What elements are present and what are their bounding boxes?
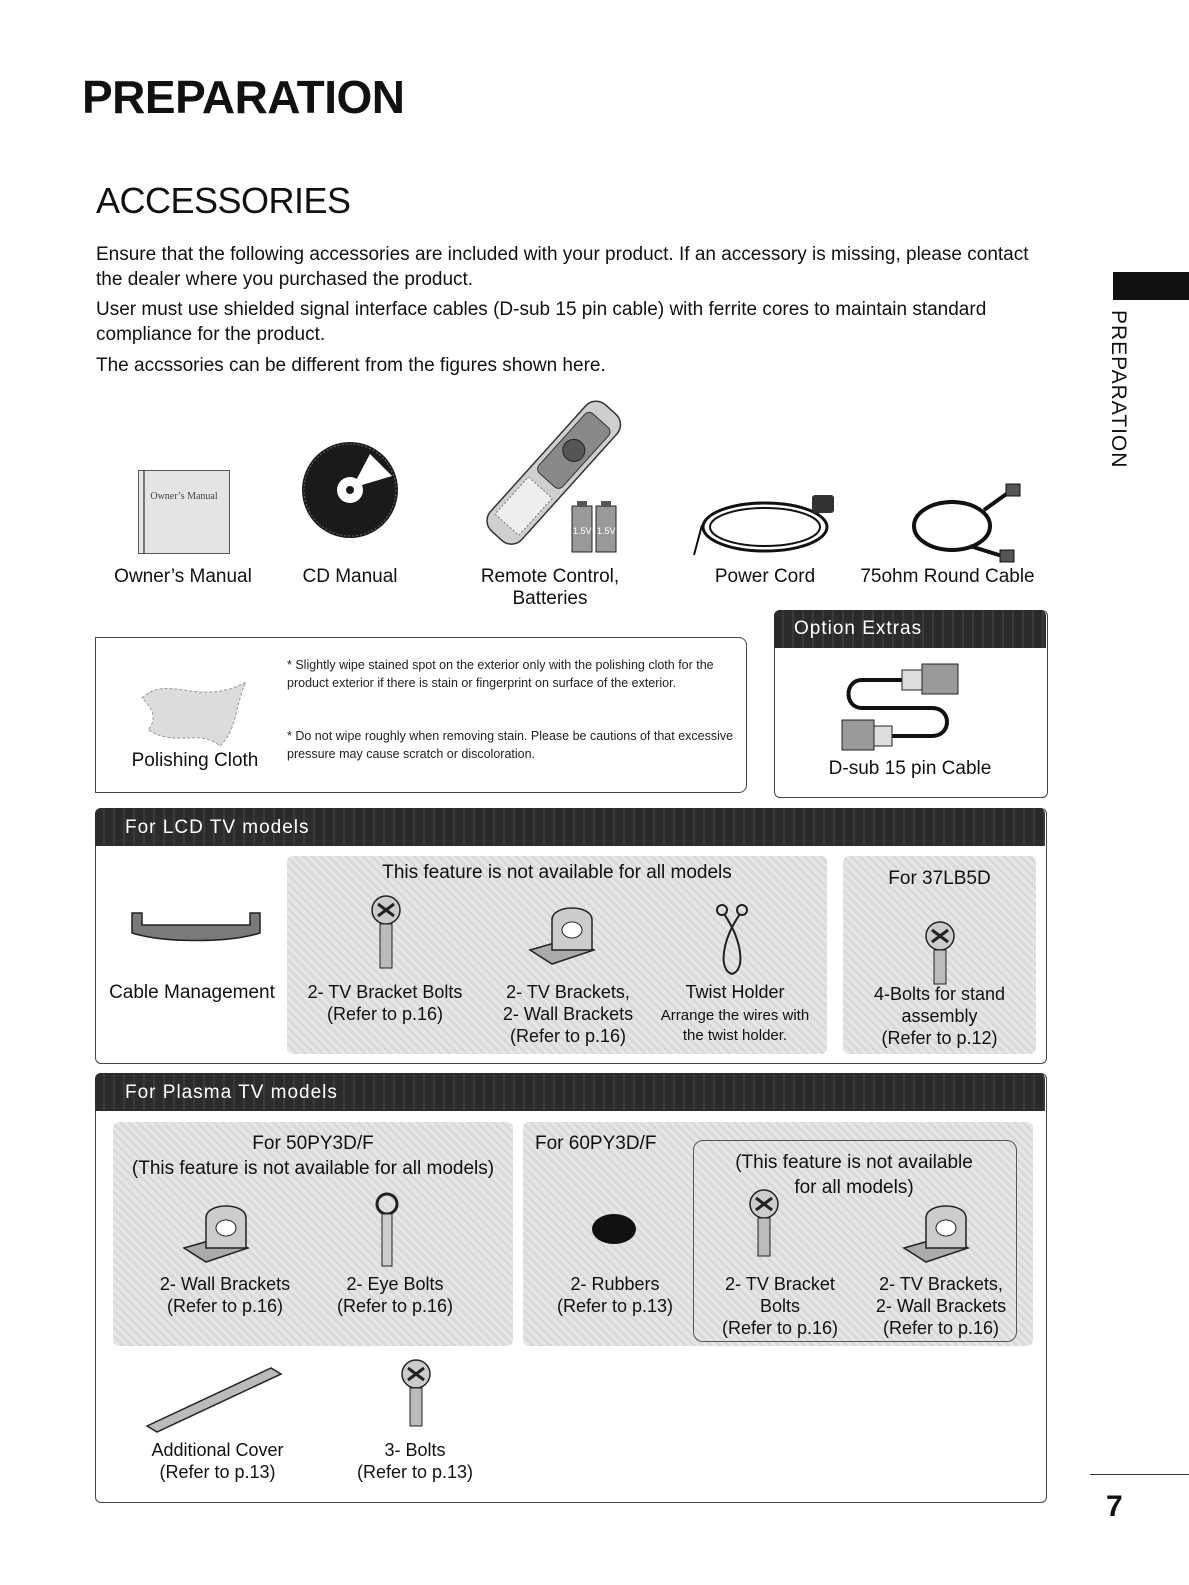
plasma-tv-brackets-label: 2- TV Brackets, bbox=[879, 1274, 1003, 1294]
polishing-note-1: * Slightly wipe stained spot on the exterior only with the polishing cloth for the product exterior if there is stain or fingerprint on surface of the exterior. bbox=[287, 658, 714, 690]
power-cord-label: Power Cord bbox=[714, 566, 816, 587]
battery-label-2: 1.5V bbox=[597, 526, 616, 536]
side-tab-label: PREPARATION bbox=[1107, 310, 1130, 469]
plasma-60-note-2: for all models) bbox=[794, 1177, 914, 1198]
polishing-cloth-label: Polishing Cloth bbox=[131, 750, 259, 771]
plasma-tv-bracket-icon bbox=[896, 1198, 976, 1268]
eye-bolts-ref: (Refer to p.16) bbox=[336, 1296, 454, 1316]
cable-management-label: Cable Management bbox=[109, 982, 275, 1003]
stand-bolts-assembly: assembly bbox=[901, 1006, 978, 1026]
cd-manual-label: CD Manual bbox=[302, 566, 398, 587]
lcd-brackets-ref: (Refer to p.16) bbox=[509, 1026, 627, 1046]
lcd-header: For LCD TV models bbox=[125, 817, 310, 838]
intro-paragraph-1: Ensure that the following accessories are included with your product. If an accessory is missing, please contact the dealer where you purchased the product. bbox=[96, 244, 1029, 290]
plasma-60-title: For 60PY3D/F bbox=[535, 1133, 657, 1154]
wall-brackets-ref: (Refer to p.16) bbox=[166, 1296, 284, 1316]
plasma-brackets-ref: (Refer to p.16) bbox=[882, 1318, 1000, 1338]
plasma-tv-bracket-bolt-icon bbox=[744, 1190, 784, 1260]
owners-manual-cover-text: Owner’s Manual bbox=[150, 491, 218, 502]
plasma-50-note: (This feature is not available for all models) bbox=[131, 1158, 495, 1179]
round-cable-label: 75ohm Round Cable bbox=[860, 566, 1035, 587]
three-bolts-icon bbox=[396, 1360, 436, 1430]
stand-bolts-label: 4-Bolts for stand bbox=[873, 984, 1006, 1004]
intro-paragraph-3: The accssories can be different from the figures shown here. bbox=[96, 355, 606, 376]
lcd-header-bar bbox=[95, 808, 1045, 846]
twist-holder-note-2: the twist holder. bbox=[682, 1027, 788, 1044]
tv-bracket-bolts-ref: (Refer to p.16) bbox=[326, 1004, 444, 1024]
intro-paragraph-2: User must use shielded signal interface cables (D-sub 15 pin cable) with ferrite cores to maintain standard compliance for the product. bbox=[96, 299, 987, 345]
polishing-note-2: * Do not wipe roughly when removing stain. Please be cautions of that excessive pressure may cause scratch or discoloration. bbox=[287, 729, 734, 761]
stand-bolt-icon bbox=[920, 922, 960, 988]
rubber-icon bbox=[590, 1212, 638, 1246]
plasma-wall-brackets-label: 2- Wall Brackets bbox=[875, 1296, 1007, 1316]
wall-bracket-icon bbox=[176, 1198, 256, 1268]
plasma-header: For Plasma TV models bbox=[125, 1082, 338, 1103]
lcd-37lb5d-title: For 37LB5D bbox=[888, 868, 991, 889]
additional-cover-ref: (Refer to p.13) bbox=[159, 1462, 276, 1482]
option-extras-header: Option Extras bbox=[794, 618, 923, 639]
remote-control-label: Remote Control, bbox=[480, 566, 620, 587]
twist-holder-note-1: Arrange the wires with bbox=[660, 1007, 810, 1024]
plasma-tv-bracket-bolts-label: 2- TV Bracket bbox=[725, 1274, 835, 1294]
tv-bracket-bolts-label: 2- TV Bracket Bolts bbox=[307, 982, 463, 1002]
cable-management-icon bbox=[128, 905, 264, 945]
option-extras-header-bar bbox=[774, 610, 1046, 648]
plasma-60-note-1: (This feature is not available bbox=[735, 1152, 973, 1173]
plasma-tv-bracket-bolts-word: Bolts bbox=[759, 1296, 801, 1316]
side-tab-marker bbox=[1113, 272, 1189, 300]
rubbers-ref: (Refer to p.13) bbox=[556, 1296, 674, 1316]
polishing-cloth-icon bbox=[138, 668, 250, 750]
cd-icon bbox=[300, 440, 400, 540]
additional-cover-icon bbox=[145, 1362, 285, 1434]
page-number-rule bbox=[1090, 1474, 1189, 1475]
eye-bolt-icon bbox=[372, 1192, 402, 1270]
owners-manual-label: Owner’s Manual bbox=[114, 566, 252, 587]
plasma-tv-bracket-bolts-ref: (Refer to p.16) bbox=[721, 1318, 839, 1338]
eye-bolts-label: 2- Eye Bolts bbox=[346, 1274, 444, 1294]
section-title: ACCESSORIES bbox=[96, 180, 351, 221]
wall-brackets-label: 2- Wall Brackets bbox=[159, 1274, 291, 1294]
dsub-cable-icon bbox=[842, 660, 972, 750]
plasma-50-title: For 50PY3D/F bbox=[252, 1133, 374, 1154]
lcd-wall-brackets-label: 2- Wall Brackets bbox=[502, 1004, 634, 1024]
page-title: PREPARATION bbox=[82, 71, 405, 123]
page-number: 7 bbox=[1106, 1490, 1123, 1523]
battery-label-1: 1.5V bbox=[573, 526, 592, 536]
stand-bolts-ref: (Refer to p.12) bbox=[881, 1028, 998, 1048]
rubbers-label: 2- Rubbers bbox=[570, 1274, 660, 1294]
dsub-cable-label: D-sub 15 pin Cable bbox=[828, 758, 992, 779]
three-bolts-ref: (Refer to p.13) bbox=[356, 1462, 474, 1482]
power-cord-icon bbox=[690, 485, 850, 557]
additional-cover-label: Additional Cover bbox=[151, 1440, 284, 1460]
lcd-feature-note: This feature is not available for all models bbox=[382, 862, 732, 883]
tv-bracket-bolt-icon bbox=[366, 896, 406, 972]
owners-manual-image bbox=[138, 470, 230, 554]
plasma-header-bar bbox=[95, 1073, 1045, 1111]
batteries-label: Batteries bbox=[512, 588, 588, 609]
twist-holder-label: Twist Holder bbox=[685, 982, 785, 1002]
tv-bracket-icon bbox=[522, 900, 602, 970]
three-bolts-label: 3- Bolts bbox=[384, 1440, 446, 1460]
round-cable-icon bbox=[900, 480, 1030, 565]
lcd-tv-brackets-label: 2- TV Brackets, bbox=[506, 982, 630, 1002]
twist-holder-icon bbox=[712, 900, 752, 980]
